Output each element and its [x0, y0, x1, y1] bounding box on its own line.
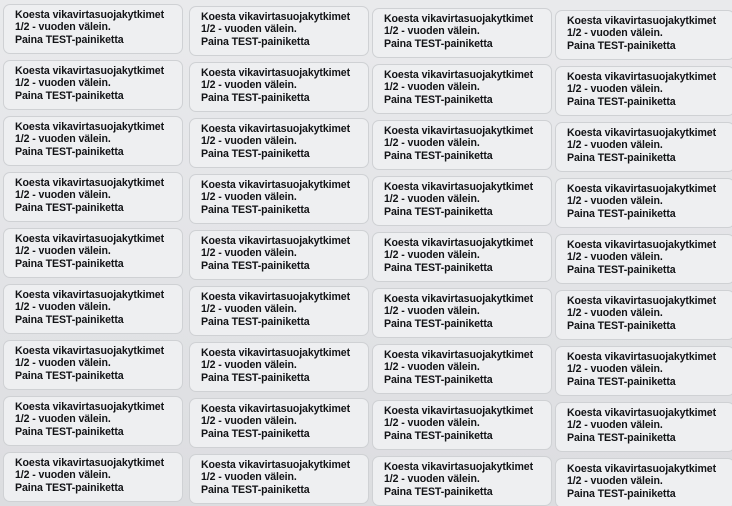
sticker-label — [372, 8, 552, 58]
label-text-line2: 1/2 - vuoden välein. — [384, 137, 480, 150]
sticker-label — [3, 60, 183, 110]
label-text-line1: Koesta vikavirtasuojakytkimet — [201, 123, 351, 135]
sticker-label — [372, 400, 552, 450]
sticker-label — [3, 284, 183, 334]
label-text-line3: Paina TEST-painiketta — [384, 261, 493, 274]
sticker-label — [189, 62, 369, 112]
sticker-label — [3, 4, 183, 54]
sticker-label — [372, 288, 552, 338]
label-text-line1: Koesta vikavirtasuojakytkimet — [384, 349, 534, 361]
label-text-line2: 1/2 - vuoden välein. — [201, 471, 297, 484]
label-text-line3: Paina TEST-painiketta — [15, 313, 124, 326]
sticker-label — [372, 344, 552, 394]
sticker-label — [189, 230, 369, 280]
label-text-line3: Paina TEST-painiketta — [201, 91, 310, 104]
label-text-line1: Koesta vikavirtasuojakytkimet — [567, 295, 717, 307]
sticker-label — [372, 176, 552, 226]
label-text-line2: 1/2 - vuoden välein. — [15, 77, 111, 90]
sticker-label — [3, 396, 183, 446]
sticker-label — [189, 6, 369, 56]
label-text-line3: Paina TEST-painiketta — [15, 201, 124, 214]
label-text-line2: 1/2 - vuoden välein. — [15, 301, 111, 314]
sticker-label — [3, 172, 183, 222]
label-text-line3: Paina TEST-painiketta — [15, 33, 124, 46]
label-text-line2: 1/2 - vuoden välein. — [567, 83, 663, 96]
label-text-line2: 1/2 - vuoden välein. — [567, 195, 663, 208]
label-text-line2: 1/2 - vuoden välein. — [15, 357, 111, 370]
label-text-line1: Koesta vikavirtasuojakytkimet — [201, 291, 351, 303]
sticker-label — [555, 402, 732, 452]
label-text-line1: Koesta vikavirtasuojakytkimet — [384, 181, 534, 193]
label-text-line3: Paina TEST-painiketta — [201, 203, 310, 216]
label-text-line2: 1/2 - vuoden välein. — [201, 247, 297, 260]
label-text-line1: Koesta vikavirtasuojakytkimet — [15, 9, 165, 21]
label-text-line3: Paina TEST-painiketta — [567, 95, 676, 108]
label-text-line1: Koesta vikavirtasuojakytkimet — [15, 65, 165, 77]
label-text-line1: Koesta vikavirtasuojakytkimet — [15, 289, 165, 301]
label-text-line2: 1/2 - vuoden välein. — [384, 305, 480, 318]
sticker-label — [189, 174, 369, 224]
label-text-line3: Paina TEST-painiketta — [201, 147, 310, 160]
label-text-line1: Koesta vikavirtasuojakytkimet — [384, 69, 534, 81]
label-text-line3: Paina TEST-painiketta — [201, 35, 310, 48]
sticker-label — [372, 64, 552, 114]
label-text-line3: Paina TEST-painiketta — [567, 39, 676, 52]
label-text-line2: 1/2 - vuoden välein. — [201, 23, 297, 36]
label-text-line1: Koesta vikavirtasuojakytkimet — [15, 121, 165, 133]
label-text-line2: 1/2 - vuoden välein. — [15, 469, 111, 482]
label-text-line2: 1/2 - vuoden välein. — [201, 79, 297, 92]
label-text-line3: Paina TEST-painiketta — [567, 151, 676, 164]
label-text-line3: Paina TEST-painiketta — [567, 263, 676, 276]
label-text-line2: 1/2 - vuoden välein. — [384, 473, 480, 486]
label-text-line1: Koesta vikavirtasuojakytkimet — [201, 67, 351, 79]
label-text-line1: Koesta vikavirtasuojakytkimet — [201, 347, 351, 359]
label-text-line1: Koesta vikavirtasuojakytkimet — [567, 71, 717, 83]
label-text-line1: Koesta vikavirtasuojakytkimet — [384, 125, 534, 137]
label-text-line1: Koesta vikavirtasuojakytkimet — [15, 345, 165, 357]
label-text-line2: 1/2 - vuoden välein. — [384, 361, 480, 374]
label-text-line1: Koesta vikavirtasuojakytkimet — [15, 177, 165, 189]
label-text-line2: 1/2 - vuoden välein. — [15, 21, 111, 34]
label-text-line3: Paina TEST-painiketta — [201, 427, 310, 440]
label-text-line2: 1/2 - vuoden välein. — [201, 135, 297, 148]
label-text-line2: 1/2 - vuoden välein. — [15, 413, 111, 426]
label-text-line2: 1/2 - vuoden välein. — [384, 417, 480, 430]
sticker-label — [372, 232, 552, 282]
sticker-label — [3, 116, 183, 166]
label-text-line1: Koesta vikavirtasuojakytkimet — [384, 293, 534, 305]
label-text-line2: 1/2 - vuoden välein. — [201, 359, 297, 372]
label-text-line2: 1/2 - vuoden välein. — [567, 419, 663, 432]
label-text-line3: Paina TEST-painiketta — [15, 481, 124, 494]
label-text-line2: 1/2 - vuoden välein. — [567, 251, 663, 264]
label-text-line1: Koesta vikavirtasuojakytkimet — [15, 233, 165, 245]
sticker-label — [555, 346, 732, 396]
sticker-label — [372, 120, 552, 170]
label-text-line1: Koesta vikavirtasuojakytkimet — [201, 459, 351, 471]
label-text-line2: 1/2 - vuoden välein. — [201, 303, 297, 316]
label-text-line2: 1/2 - vuoden välein. — [384, 81, 480, 94]
label-text-line1: Koesta vikavirtasuojakytkimet — [201, 11, 351, 23]
label-text-line3: Paina TEST-painiketta — [384, 317, 493, 330]
label-text-line1: Koesta vikavirtasuojakytkimet — [15, 457, 165, 469]
label-text-line2: 1/2 - vuoden välein. — [567, 475, 663, 488]
label-text-line3: Paina TEST-painiketta — [201, 483, 310, 496]
label-text-line1: Koesta vikavirtasuojakytkimet — [567, 15, 717, 27]
label-text-line1: Koesta vikavirtasuojakytkimet — [567, 183, 717, 195]
label-text-line1: Koesta vikavirtasuojakytkimet — [567, 127, 717, 139]
label-text-line3: Paina TEST-painiketta — [15, 425, 124, 438]
label-text-line3: Paina TEST-painiketta — [384, 205, 493, 218]
sticker-label — [189, 286, 369, 336]
label-text-line2: 1/2 - vuoden välein. — [201, 191, 297, 204]
sticker-label — [3, 340, 183, 390]
sticker-label — [3, 228, 183, 278]
label-text-line2: 1/2 - vuoden välein. — [15, 245, 111, 258]
sticker-label — [555, 122, 732, 172]
label-text-line2: 1/2 - vuoden välein. — [567, 363, 663, 376]
label-text-line3: Paina TEST-painiketta — [567, 319, 676, 332]
label-text-line2: 1/2 - vuoden välein. — [567, 307, 663, 320]
label-text-line1: Koesta vikavirtasuojakytkimet — [201, 179, 351, 191]
sticker-label — [555, 234, 732, 284]
label-text-line2: 1/2 - vuoden välein. — [384, 25, 480, 38]
label-text-line1: Koesta vikavirtasuojakytkimet — [567, 351, 717, 363]
label-text-line3: Paina TEST-painiketta — [384, 429, 493, 442]
label-text-line1: Koesta vikavirtasuojakytkimet — [384, 237, 534, 249]
label-text-line3: Paina TEST-painiketta — [201, 259, 310, 272]
label-text-line2: 1/2 - vuoden välein. — [15, 189, 111, 202]
sticker-label — [3, 452, 183, 502]
label-text-line3: Paina TEST-painiketta — [384, 149, 493, 162]
label-text-line2: 1/2 - vuoden välein. — [15, 133, 111, 146]
label-text-line3: Paina TEST-painiketta — [384, 93, 493, 106]
label-text-line3: Paina TEST-painiketta — [567, 375, 676, 388]
label-text-line3: Paina TEST-painiketta — [15, 89, 124, 102]
label-text-line3: Paina TEST-painiketta — [15, 369, 124, 382]
label-text-line1: Koesta vikavirtasuojakytkimet — [201, 403, 351, 415]
sticker-label — [372, 456, 552, 506]
sticker-label — [189, 398, 369, 448]
label-text-line1: Koesta vikavirtasuojakytkimet — [384, 461, 534, 473]
label-text-line3: Paina TEST-painiketta — [15, 257, 124, 270]
label-text-line3: Paina TEST-painiketta — [201, 371, 310, 384]
sticker-label — [555, 178, 732, 228]
label-text-line1: Koesta vikavirtasuojakytkimet — [201, 235, 351, 247]
sticker-label — [555, 66, 732, 116]
sticker-label — [555, 290, 732, 340]
label-text-line3: Paina TEST-painiketta — [384, 37, 493, 50]
label-text-line3: Paina TEST-painiketta — [201, 315, 310, 328]
label-text-line3: Paina TEST-painiketta — [384, 485, 493, 498]
label-text-line1: Koesta vikavirtasuojakytkimet — [384, 405, 534, 417]
label-text-line1: Koesta vikavirtasuojakytkimet — [567, 239, 717, 251]
label-text-line1: Koesta vikavirtasuojakytkimet — [567, 463, 717, 475]
label-text-line2: 1/2 - vuoden välein. — [384, 249, 480, 262]
label-text-line3: Paina TEST-painiketta — [567, 431, 676, 444]
label-text-line2: 1/2 - vuoden välein. — [384, 193, 480, 206]
label-text-line2: 1/2 - vuoden välein. — [567, 139, 663, 152]
sticker-label — [555, 458, 732, 506]
label-text-line3: Paina TEST-painiketta — [384, 373, 493, 386]
label-text-line1: Koesta vikavirtasuojakytkimet — [384, 13, 534, 25]
label-text-line2: 1/2 - vuoden välein. — [567, 27, 663, 40]
sticker-label — [189, 118, 369, 168]
sticker-label — [555, 10, 732, 60]
label-text-line3: Paina TEST-painiketta — [15, 145, 124, 158]
label-text-line2: 1/2 - vuoden välein. — [201, 415, 297, 428]
label-text-line1: Koesta vikavirtasuojakytkimet — [567, 407, 717, 419]
sticker-label — [189, 342, 369, 392]
label-text-line1: Koesta vikavirtasuojakytkimet — [15, 401, 165, 413]
label-text-line3: Paina TEST-painiketta — [567, 487, 676, 500]
label-text-line3: Paina TEST-painiketta — [567, 207, 676, 220]
sticker-label — [189, 454, 369, 504]
